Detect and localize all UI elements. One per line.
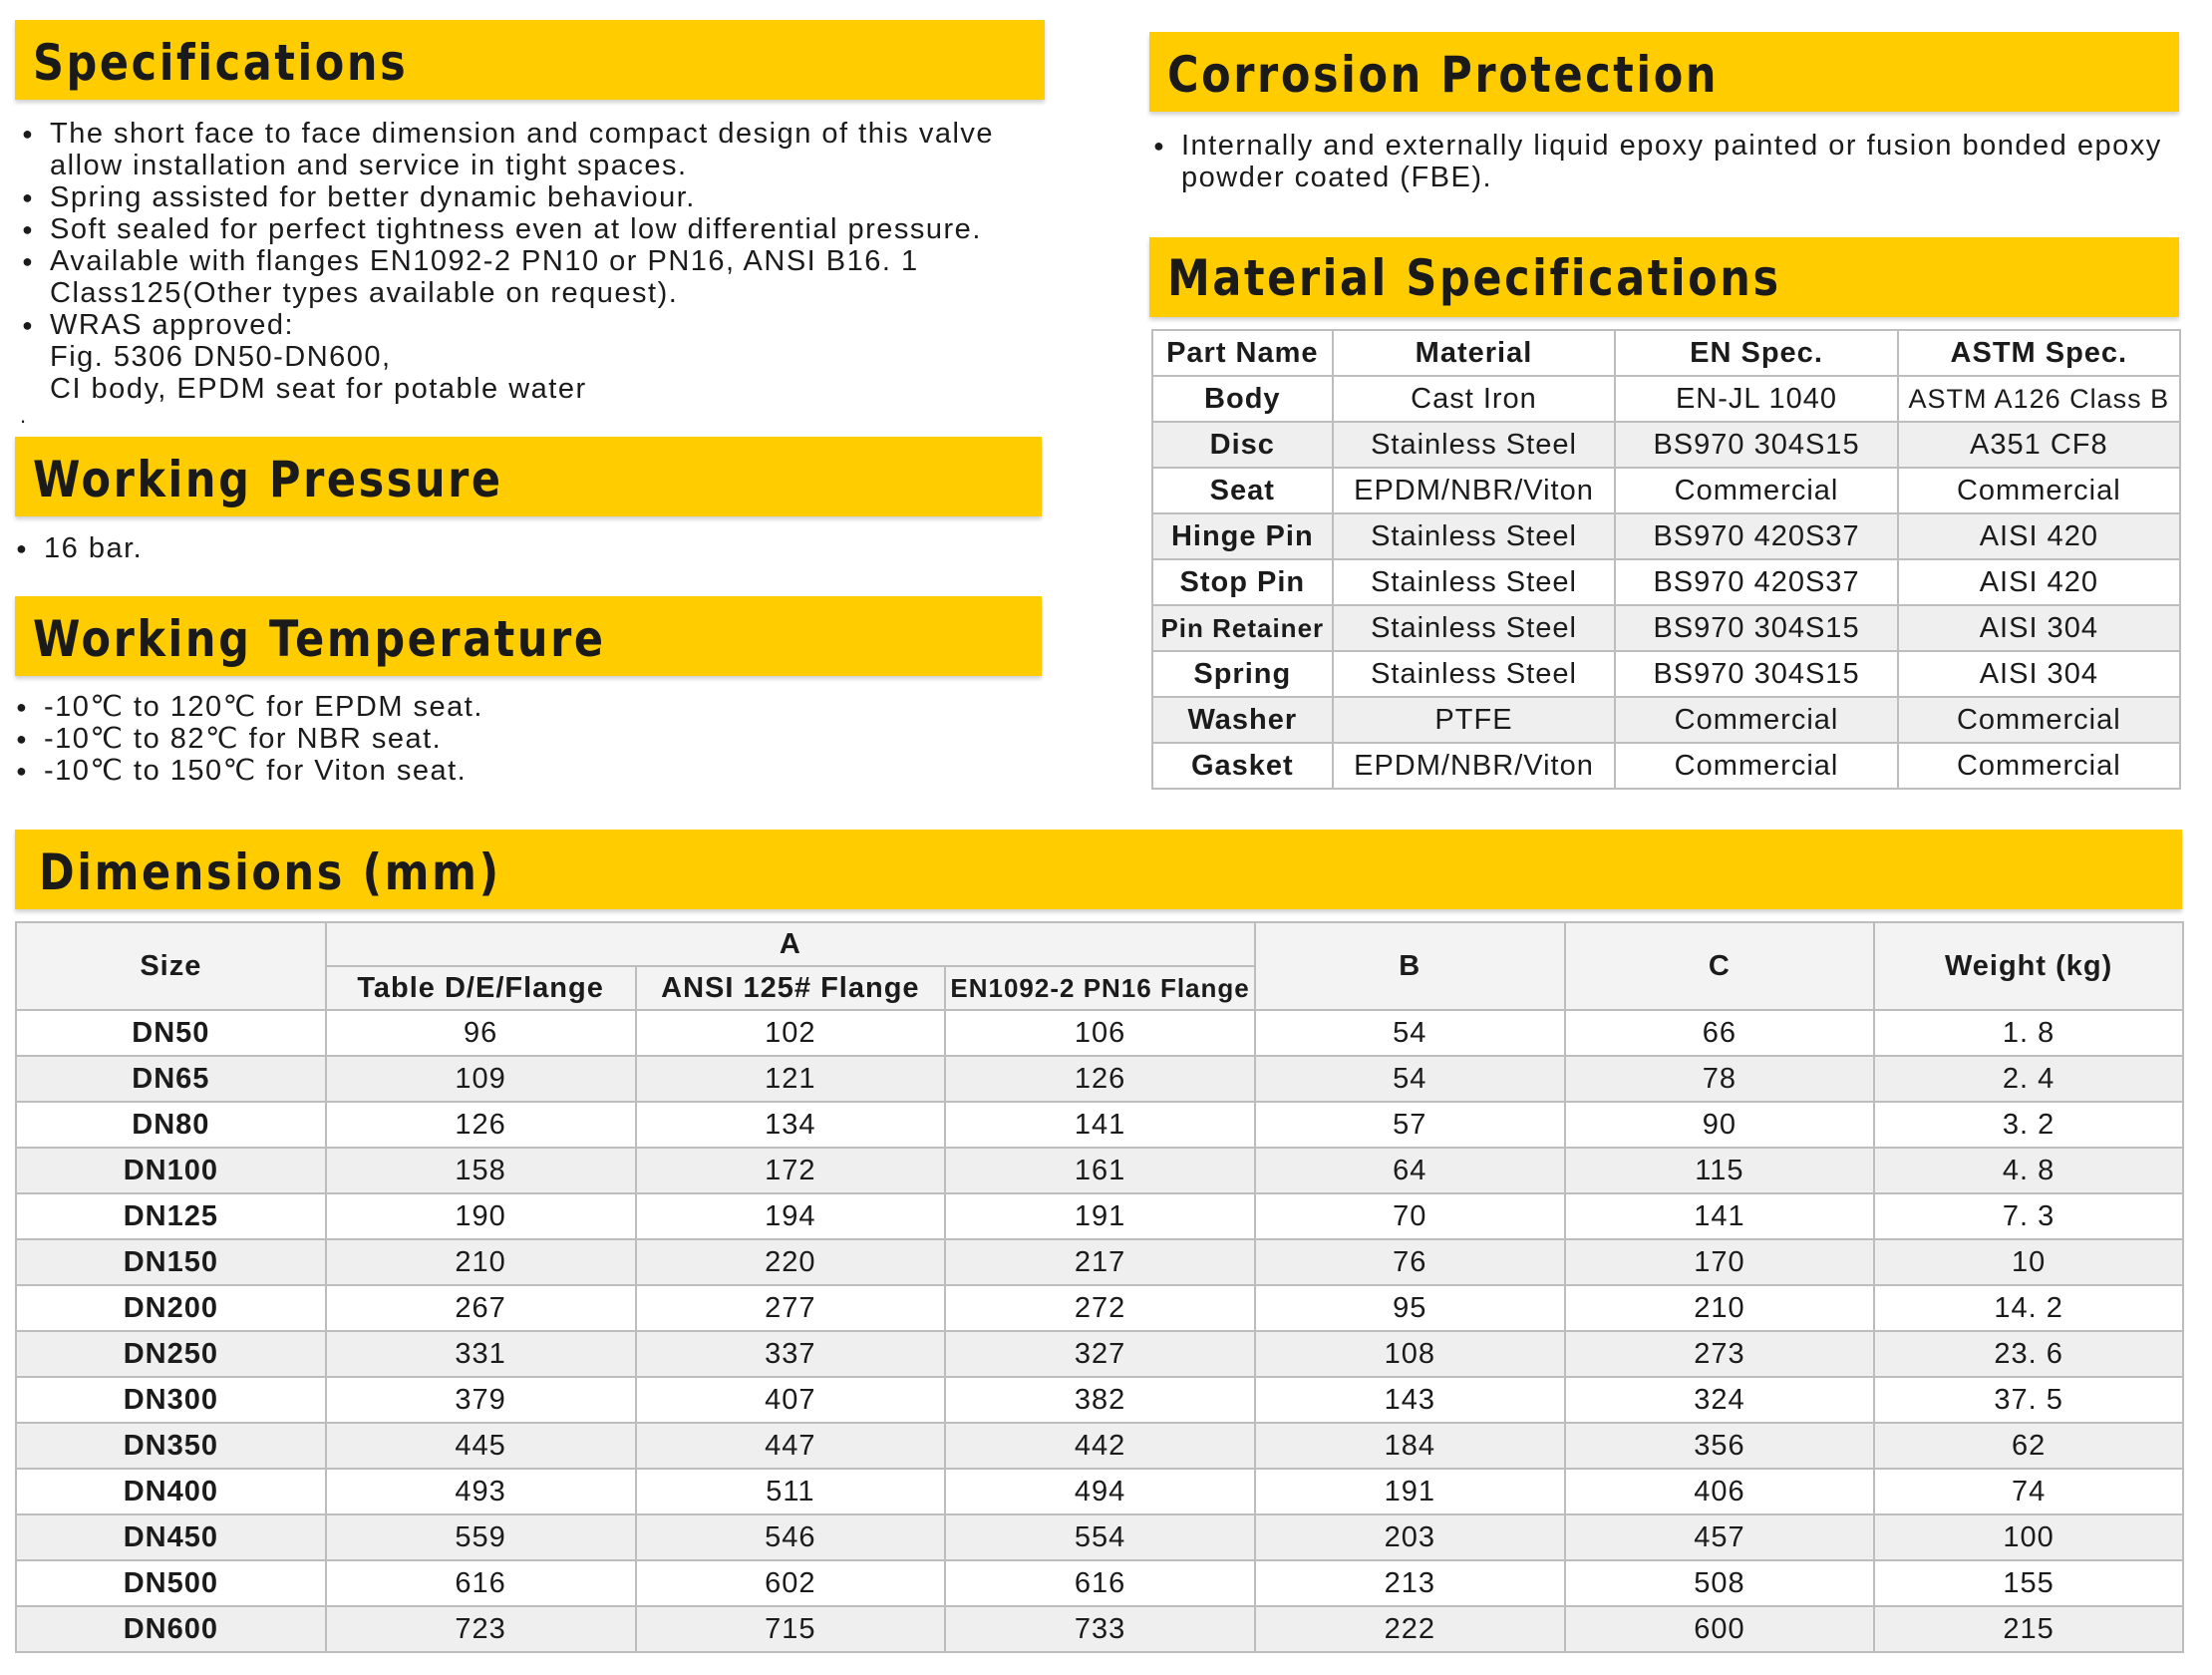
table-row <box>16 1606 2183 1652</box>
table-cell: 7. 3 <box>1874 1193 2183 1239</box>
table-cell: 2. 4 <box>1874 1056 2183 1102</box>
column-header: ASTM Spec. <box>1898 330 2180 376</box>
table-row <box>16 1056 2183 1102</box>
table-cell: 554 <box>945 1514 1255 1560</box>
corrosion-protection-list <box>1149 130 2186 193</box>
part-name-cell: Spring <box>1152 651 1333 697</box>
table-cell: BS970 420S37 <box>1615 513 1897 559</box>
table-cell: Commercial <box>1898 697 2180 743</box>
table-row <box>1152 468 2180 513</box>
part-name-cell: Stop Pin <box>1152 559 1333 605</box>
table-cell: 222 <box>1255 1606 1565 1652</box>
size-cell: DN500 <box>16 1560 326 1606</box>
list-item-text: ● -10℃ to 82℃ for NBR seat. <box>44 723 443 755</box>
list-item <box>1149 130 2186 193</box>
specifications-list <box>18 118 1045 405</box>
table-cell: 324 <box>1565 1377 1875 1423</box>
table-cell: 203 <box>1255 1514 1565 1560</box>
table-cell: 134 <box>636 1102 946 1148</box>
table-cell: 723 <box>326 1606 636 1652</box>
table-cell: Commercial <box>1615 743 1897 789</box>
list-item-text: ● -10℃ to 150℃ for Viton seat. <box>44 755 468 787</box>
table-cell: 445 <box>326 1423 636 1469</box>
table-cell: 457 <box>1565 1514 1875 1560</box>
table-row <box>16 1010 2183 1056</box>
specifications-title: Specifications <box>33 34 409 92</box>
table-cell: 215 <box>1874 1606 2183 1652</box>
table-cell: 126 <box>945 1056 1255 1102</box>
column-header: Part Name <box>1152 330 1333 376</box>
table-cell: 106 <box>945 1010 1255 1056</box>
table-cell: 172 <box>636 1148 946 1193</box>
table-cell: 14. 2 <box>1874 1285 2183 1331</box>
table-cell: EPDM/NBR/Viton <box>1333 743 1616 789</box>
table-header-row <box>1152 330 2180 376</box>
table-cell: 3. 2 <box>1874 1102 2183 1148</box>
working-pressure-list <box>12 532 1039 564</box>
table-cell: BS970 304S15 <box>1615 422 1897 468</box>
table-cell: 213 <box>1255 1560 1565 1606</box>
list-item <box>18 118 1045 181</box>
size-cell: DN125 <box>16 1193 326 1239</box>
part-name-cell: Pin Retainer <box>1152 605 1333 651</box>
table-cell: 337 <box>636 1331 946 1377</box>
table-cell: 272 <box>945 1285 1255 1331</box>
table-row <box>1152 513 2180 559</box>
table-row <box>16 1514 2183 1560</box>
table-cell: 108 <box>1255 1331 1565 1377</box>
table-cell: 442 <box>945 1423 1255 1469</box>
material-specifications-title: Material Specifications <box>1167 249 1781 307</box>
list-item-text: ● The short face to face dimension and compact design of this valve allow installation and service in tight spaces. <box>50 118 995 181</box>
table-cell: AISI 304 <box>1898 605 2180 651</box>
part-name-cell: Hinge Pin <box>1152 513 1333 559</box>
table-cell: 382 <box>945 1377 1255 1423</box>
table-cell: 273 <box>1565 1331 1875 1377</box>
dimensions-table <box>15 921 2184 1653</box>
table-cell: 267 <box>326 1285 636 1331</box>
table-cell: BS970 420S37 <box>1615 559 1897 605</box>
table-cell: 121 <box>636 1056 946 1102</box>
table-cell: 616 <box>945 1560 1255 1606</box>
table-cell: 210 <box>326 1239 636 1285</box>
column-header-b: B <box>1255 922 1565 1010</box>
column-header: Material <box>1333 330 1616 376</box>
table-header-row <box>16 922 2183 966</box>
list-item <box>18 309 1045 405</box>
table-cell: 70 <box>1255 1193 1565 1239</box>
size-cell: DN100 <box>16 1148 326 1193</box>
table-cell: 74 <box>1874 1469 2183 1514</box>
table-cell: EPDM/NBR/Viton <box>1333 468 1616 513</box>
table-cell: 76 <box>1255 1239 1565 1285</box>
table-cell: 37. 5 <box>1874 1377 2183 1423</box>
table-cell: 406 <box>1565 1469 1875 1514</box>
table-row <box>1152 559 2180 605</box>
list-item <box>18 213 1045 245</box>
table-row <box>16 1193 2183 1239</box>
table-cell: 494 <box>945 1469 1255 1514</box>
table-cell: Stainless Steel <box>1333 651 1616 697</box>
table-cell: 23. 6 <box>1874 1331 2183 1377</box>
size-cell: DN400 <box>16 1469 326 1514</box>
table-cell: 109 <box>326 1056 636 1102</box>
table-cell: 1. 8 <box>1874 1010 2183 1056</box>
table-cell: 102 <box>636 1010 946 1056</box>
table-cell: AISI 304 <box>1898 651 2180 697</box>
table-row <box>1152 697 2180 743</box>
table-cell: 733 <box>945 1606 1255 1652</box>
table-row <box>16 1560 2183 1606</box>
material-specifications-table <box>1151 329 2181 790</box>
table-row <box>16 1102 2183 1148</box>
table-cell: 115 <box>1565 1148 1875 1193</box>
table-cell: 600 <box>1565 1606 1875 1652</box>
table-cell: 508 <box>1565 1560 1875 1606</box>
size-cell: DN65 <box>16 1056 326 1102</box>
table-cell: 546 <box>636 1514 946 1560</box>
size-cell: DN600 <box>16 1606 326 1652</box>
table-cell: 602 <box>636 1560 946 1606</box>
table-cell: 191 <box>1255 1469 1565 1514</box>
part-name-cell: Washer <box>1152 697 1333 743</box>
table-cell: 191 <box>945 1193 1255 1239</box>
table-cell: 277 <box>636 1285 946 1331</box>
table-cell: 184 <box>1255 1423 1565 1469</box>
table-cell: Commercial <box>1615 468 1897 513</box>
table-cell: 57 <box>1255 1102 1565 1148</box>
table-cell: 331 <box>326 1331 636 1377</box>
table-row <box>1152 605 2180 651</box>
table-cell: Cast Iron <box>1333 376 1616 422</box>
table-row <box>1152 422 2180 468</box>
table-cell: 64 <box>1255 1148 1565 1193</box>
column-header-c: C <box>1565 922 1875 1010</box>
part-name-cell: Gasket <box>1152 743 1333 789</box>
table-cell: 511 <box>636 1469 946 1514</box>
table-cell: 126 <box>326 1102 636 1148</box>
table-cell: AISI 420 <box>1898 513 2180 559</box>
table-cell: AISI 420 <box>1898 559 2180 605</box>
table-cell: 616 <box>326 1560 636 1606</box>
size-cell: DN200 <box>16 1285 326 1331</box>
list-item-text: ● Spring assisted for better dynamic behaviour. <box>50 181 696 213</box>
list-item <box>12 723 1039 755</box>
stray-dot: . <box>20 403 27 428</box>
list-item <box>18 245 1045 309</box>
table-cell: 715 <box>636 1606 946 1652</box>
specifications-header <box>15 20 1045 100</box>
table-cell: 54 <box>1255 1010 1565 1056</box>
table-cell: 407 <box>636 1377 946 1423</box>
table-cell: 210 <box>1565 1285 1875 1331</box>
size-cell: DN300 <box>16 1377 326 1423</box>
table-cell: 54 <box>1255 1056 1565 1102</box>
table-cell: Stainless Steel <box>1333 605 1616 651</box>
dimensions-header <box>15 830 2182 909</box>
table-row <box>16 1331 2183 1377</box>
table-row <box>1152 376 2180 422</box>
table-row <box>16 1285 2183 1331</box>
list-item <box>18 181 1045 213</box>
table-cell: 356 <box>1565 1423 1875 1469</box>
list-item-text: ● WRAS approved: Fig. 5306 DN50-DN600, CI body, EPDM seat for potable water <box>50 309 587 405</box>
list-item <box>12 755 1039 787</box>
table-cell: 100 <box>1874 1514 2183 1560</box>
table-cell: 66 <box>1565 1010 1875 1056</box>
working-temperature-title: Working Temperature <box>33 610 606 668</box>
part-name-cell: Body <box>1152 376 1333 422</box>
part-name-cell: Seat <box>1152 468 1333 513</box>
material-specifications-header <box>1149 237 2179 317</box>
list-item <box>12 532 1039 564</box>
table-cell: 493 <box>326 1469 636 1514</box>
table-cell: BS970 304S15 <box>1615 651 1897 697</box>
table-cell: BS970 304S15 <box>1615 605 1897 651</box>
list-item-text: ● Available with flanges EN1092-2 PN10 or PN16, ANSI B16. 1 Class125(Other types available on request). <box>50 245 919 309</box>
table-row <box>16 1239 2183 1285</box>
size-cell: DN350 <box>16 1423 326 1469</box>
table-cell: 96 <box>326 1010 636 1056</box>
table-cell: 379 <box>326 1377 636 1423</box>
table-cell: 141 <box>945 1102 1255 1148</box>
table-cell: 190 <box>326 1193 636 1239</box>
table-cell: 161 <box>945 1148 1255 1193</box>
table-cell: 4. 8 <box>1874 1148 2183 1193</box>
working-pressure-title: Working Pressure <box>33 451 503 508</box>
corrosion-protection-header <box>1149 32 2179 112</box>
table-cell: EN-JL 1040 <box>1615 376 1897 422</box>
table-row <box>1152 651 2180 697</box>
table-cell: Commercial <box>1898 743 2180 789</box>
size-cell: DN50 <box>16 1010 326 1056</box>
table-cell: Stainless Steel <box>1333 422 1616 468</box>
working-pressure-header <box>15 437 1042 516</box>
column-header-a: A <box>326 922 1255 966</box>
table-row <box>16 1469 2183 1514</box>
list-item-text: ● Soft sealed for perfect tightness even at low differential pressure. <box>50 213 982 245</box>
table-cell: PTFE <box>1333 697 1616 743</box>
table-cell: 158 <box>326 1148 636 1193</box>
column-header-size: Size <box>16 922 326 1010</box>
list-item-text: ● 16 bar. <box>44 532 144 564</box>
column-header-a-ansi: ANSI 125# Flange <box>636 966 946 1010</box>
table-cell: Commercial <box>1898 468 2180 513</box>
table-cell: 141 <box>1565 1193 1875 1239</box>
table-cell: 95 <box>1255 1285 1565 1331</box>
dimensions-title: Dimensions (mm) <box>39 843 501 901</box>
table-cell: 327 <box>945 1331 1255 1377</box>
table-cell: 559 <box>326 1514 636 1560</box>
table-cell: 62 <box>1874 1423 2183 1469</box>
table-row <box>16 1148 2183 1193</box>
table-cell: Stainless Steel <box>1333 513 1616 559</box>
list-item-text: ● -10℃ to 120℃ for EPDM seat. <box>44 691 483 723</box>
table-cell: 447 <box>636 1423 946 1469</box>
column-header-weight: Weight (kg) <box>1874 922 2183 1010</box>
corrosion-protection-title: Corrosion Protection <box>1167 46 1720 104</box>
size-cell: DN150 <box>16 1239 326 1285</box>
table-cell: Commercial <box>1615 697 1897 743</box>
table-cell: 155 <box>1874 1560 2183 1606</box>
table-cell: Stainless Steel <box>1333 559 1616 605</box>
table-cell: 220 <box>636 1239 946 1285</box>
table-cell: 170 <box>1565 1239 1875 1285</box>
list-item <box>12 691 1039 723</box>
column-header: EN Spec. <box>1615 330 1897 376</box>
size-cell: DN250 <box>16 1331 326 1377</box>
size-cell: DN450 <box>16 1514 326 1560</box>
table-cell: 78 <box>1565 1056 1875 1102</box>
table-cell: 217 <box>945 1239 1255 1285</box>
table-cell: A351 CF8 <box>1898 422 2180 468</box>
table-cell: 194 <box>636 1193 946 1239</box>
list-item-text: ● Internally and externally liquid epoxy painted or fusion bonded epoxy powder coated (FBE). <box>1181 130 2162 193</box>
table-row <box>16 1377 2183 1423</box>
table-row <box>16 1423 2183 1469</box>
table-cell: 143 <box>1255 1377 1565 1423</box>
table-cell: ASTM A126 Class B <box>1898 376 2180 422</box>
size-cell: DN80 <box>16 1102 326 1148</box>
working-temperature-header <box>15 596 1042 676</box>
table-cell: 10 <box>1874 1239 2183 1285</box>
column-header-a-table-de: Table D/E/Flange <box>326 966 636 1010</box>
table-cell: 90 <box>1565 1102 1875 1148</box>
working-temperature-list <box>12 691 1039 787</box>
part-name-cell: Disc <box>1152 422 1333 468</box>
table-row <box>1152 743 2180 789</box>
column-header-a-en1092: EN1092-2 PN16 Flange <box>945 966 1255 1010</box>
